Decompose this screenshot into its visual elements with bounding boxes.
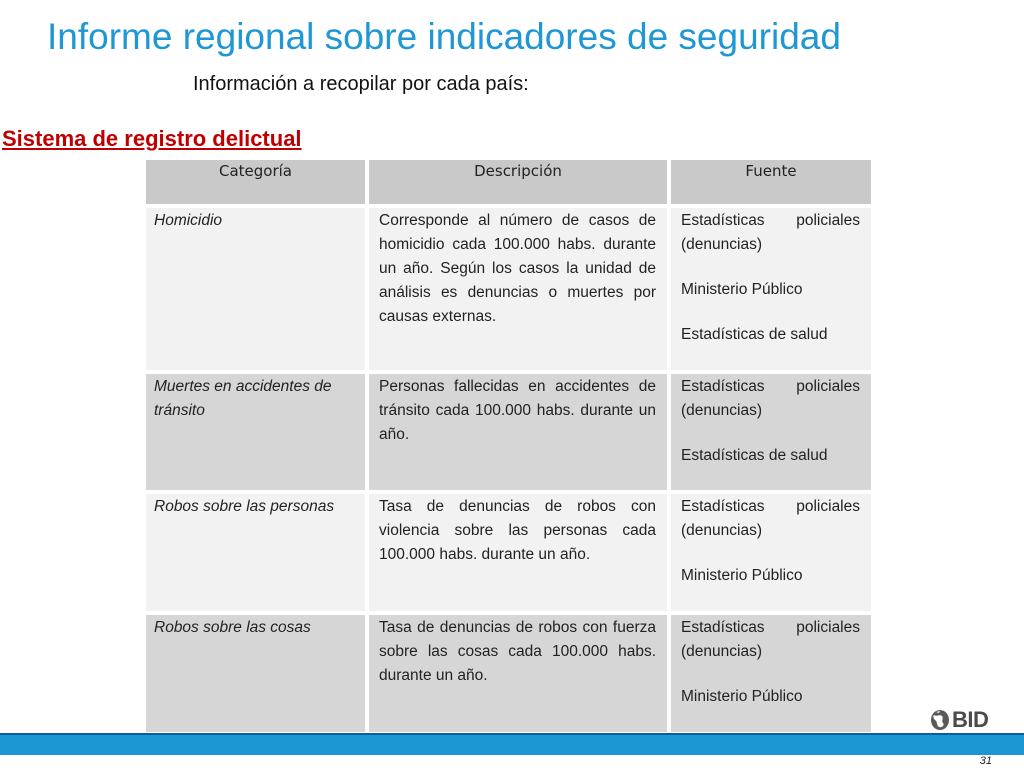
header-categoria: Categoría [146,160,365,204]
source-item: Ministerio Público [681,688,803,705]
table-row-sources [671,494,871,611]
table-row-category: Muertes en accidentes de tránsito [146,374,365,490]
source-item: Estadísticas de salud [681,326,828,343]
source-item: Estadísticas policiales (denuncias) [681,619,860,660]
section-title: Sistema de registro delictual [2,126,302,151]
globe-icon [930,709,950,731]
source-item: Ministerio Público [681,281,803,298]
footer-bar [0,735,1024,755]
indicators-table [146,160,872,732]
table-row-category: Homicidio [146,208,365,370]
slide-subtitle: Información a recopilar por cada país: [193,73,529,95]
logo-text: BID [952,707,989,732]
header-fuente: Fuente [671,160,871,204]
table-row-category: Robos sobre las cosas [146,615,365,732]
table-row-description: Personas fallecidas en accidentes de tránsito cada 100.000 habs. durante un año. [369,374,667,490]
source-item: Estadísticas policiales (denuncias) [681,498,860,539]
table-row-description: Tasa de denuncias de robos con violencia sobre las personas cada 100.000 habs. durante un año. [369,494,667,611]
table-row-category: Robos sobre las personas [146,494,365,611]
table-row-description: Tasa de denuncias de robos con fuerza sobre las cosas cada 100.000 habs. durante un año. [369,615,667,732]
table-row-sources [671,615,871,732]
source-item: Ministerio Público [681,567,803,584]
bid-logo [930,706,988,734]
source-item: Estadísticas de salud [681,447,828,464]
header-descripcion: Descripción [369,160,667,204]
table-row-sources [671,374,871,490]
table-row-sources [671,208,871,370]
source-item: Estadísticas policiales (denuncias) [681,212,860,253]
slide-title: Informe regional sobre indicadores de seguridad [47,16,841,57]
table-row-description: Corresponde al número de casos de homicidio cada 100.000 habs. durante un año. Según los casos la unidad de análisis es denuncias o muertes por causas externas. [369,208,667,370]
source-item: Estadísticas policiales (denuncias) [681,378,860,419]
page-number: 31 [979,755,992,767]
